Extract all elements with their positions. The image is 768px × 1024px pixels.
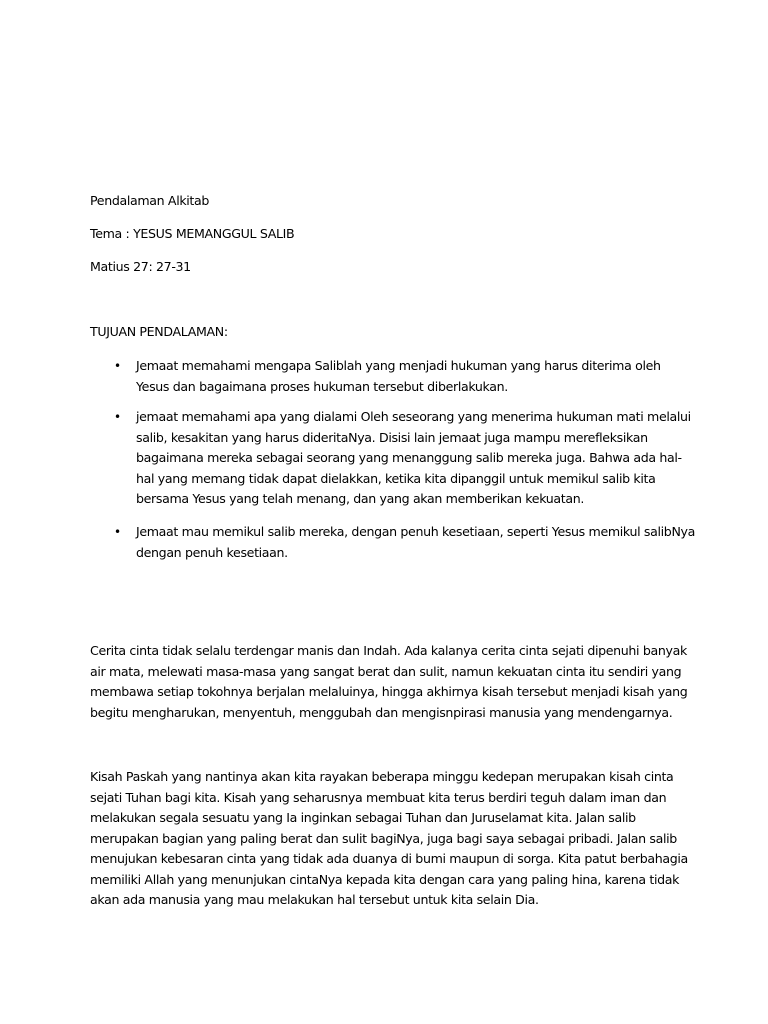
bullet-icon: • [114,410,121,424]
bullet-icon: • [114,359,121,373]
bullet-icon: • [114,525,121,539]
goal-text: Jemaat memahami mengapa Saliblah yang menjadi hukuman yang harus diterima oleh Yesus dan bagaimana proses hukuman tersebut diberlakukan. [136,358,661,394]
verse-reference: Matius 27: 27-31 [90,259,191,274]
goal-text: Jemaat mau memikul salib mereka, dengan penuh kesetiaan, seperti Yesus memikul salibNya dengan penuh kesetiaan. [136,524,695,560]
goal-text: jemaat memahami apa yang dialami Oleh seseorang yang menerima hukuman mati melalui salib, kesakitan yang harus dideritaNya. Disisi lain jemaat juga mampu merefleksikan bagaimana mereka sebagai seorang yang menanggung salib mereka juga. Bahwa ada hal-hal yang memang tidak dapat dielakkan, ketika kita dipanggil untuk memikul salib kita bersama Yesus yang telah menang, dan yang akan memberikan kekuatan. [136,409,691,506]
theme-line: Tema : YESUS MEMANGGUL SALIB [90,226,295,241]
body-paragraph: Cerita cinta tidak selalu terdengar manis dan Indah. Ada kalanya cerita cinta sejati dipenuhi banyak air mata, melewati masa-masa yang sangat berat dan sulit, namun kekuatan cinta itu sendiri yang membawa setiap tokohnya berjalan melaluinya, hingga akhirnya kisah tersebut menjadi kisah yang begitu mengharukan, menyentuh, menggubah dan mengisnpirasi manusia yang mendengarnya. [90,643,688,720]
body-paragraph: Kisah Paskah yang nantinya akan kita rayakan beberapa minggu kedepan merupakan kisah cinta sejati Tuhan bagi kita. Kisah yang seharusnya membuat kita terus berdiri teguh dalam iman dan melakukan segala sesuatu yang Ia inginkan sebagai Tuhan dan Juruselamat kita. Jalan salib merupakan bagian yang paling berat dan sulit bagiNya, juga bagi saya sebagai pribadi. Jalan salib menujukan kebesaran cinta yang tidak ada duanya di bumi maupun di sorga. Kita patut berbahagia memiliki Allah yang menunjukan cintaNya kepada kita dengan cara yang paling hina, karena tidak akan ada manusia yang mau melakukan hal tersebut untuk kita selain Dia. [90,769,688,907]
document-title: Pendalaman Alkitab [90,193,210,208]
goals-heading: TUJUAN PENDALAMAN: [90,324,228,339]
